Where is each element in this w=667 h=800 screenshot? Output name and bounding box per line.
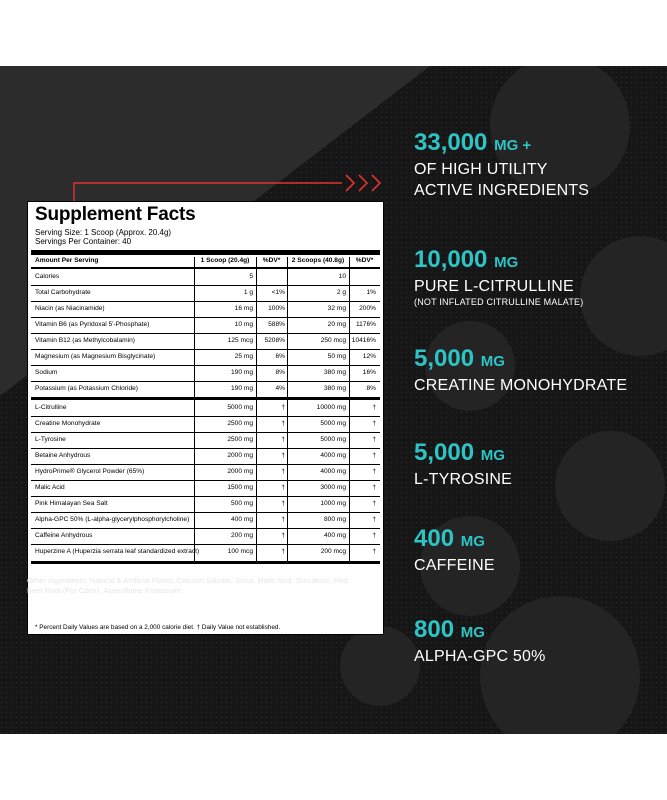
row-name: L-Tyrosine [35,436,66,443]
row-name: Magnesium (as Magnesium Bisglycinate) [35,353,156,360]
column-divider [287,257,288,561]
row-amount-1: 200 mg [231,532,253,539]
row-amount-1: 25 mg [234,353,253,360]
row-amount-1: 1 g [243,289,253,296]
row-dv-2: 1% [366,289,376,296]
row-name: Niacin (as Niacinamide) [35,305,105,312]
row-divider [31,365,380,366]
row-amount-2: 800 mg [324,516,346,523]
row-amount-2: 5000 mg [320,436,346,443]
rule-thick [31,250,380,255]
row-name: Malic Acid [35,484,65,491]
claim-item [414,617,546,667]
row-dv-2: 8% [366,385,376,392]
row-dv-2: † [372,532,376,539]
claim-amount-unit: MG [480,447,505,464]
row-divider [31,528,380,529]
column-divider [194,257,195,561]
row-name: Pink Himalayan Sea Salt [35,500,108,507]
row-amount-1: 16 mg [234,305,253,312]
row-dv-1: † [281,436,285,443]
claim-description: PURE L-CITRULLINE [414,278,574,295]
row-name: Betaine Anhydrous [35,452,91,459]
row-divider [31,381,380,382]
row-amount-2: 200 mcg [320,548,346,555]
row-divider [31,512,380,513]
row-amount-1: 2500 mg [227,420,253,427]
row-dv-1: † [281,532,285,539]
header-col1-dv: %DV* [262,257,281,264]
claim-item [414,526,495,576]
row-dv-1: † [281,548,285,555]
claim-amount-value: 5,000 [414,345,475,372]
row-dv-2: † [372,452,376,459]
row-divider [31,496,380,497]
column-divider [349,257,350,561]
row-dv-2: 200% [359,305,376,312]
row-dv-2: † [372,468,376,475]
claim-amount [414,130,589,159]
facts-footnote: * Percent Daily Values are based on a 2,000 calorie diet. † Daily Value not established. [35,624,281,631]
claim-description-2: ACTIVE INGREDIENTS [414,182,590,199]
row-name: Total Carbohydrate [35,289,91,296]
row-divider [31,349,380,350]
claim-item [414,130,589,201]
row-amount-1: 10 mg [234,321,253,328]
header-col2-dv: %DV* [355,257,374,264]
row-name: L-Citrulline [35,404,67,411]
row-dv-1: 5208% [264,337,285,344]
row-amount-2: 5000 mg [320,420,346,427]
header-col2: 2 Scoops (40.8g) [291,257,345,264]
row-divider [31,301,380,302]
rule-section [31,397,380,400]
row-amount-1: 1500 mg [227,484,253,491]
product-panel [0,66,667,734]
row-amount-2: 380 mg [324,369,346,376]
row-dv-2: 12% [362,353,376,360]
claim-description: OF HIGH UTILITY [414,161,548,178]
row-name: HydroPrime® Glycerol Powder (65%) [35,468,145,475]
row-dv-2: 1176% [355,321,376,328]
row-amount-1: 190 mg [231,369,253,376]
claim-description: L-TYROSINE [414,471,513,488]
row-dv-1: † [281,452,285,459]
other-ingredients: Other Ingredients: Natural & Artificial Flavor, Calcium Silicate, Silica, Malic Acid, Sucralose, Red Beet Root (For Color), Acesulfame Potassium. [27,576,348,595]
claim-note: (NOT INFLATED CITRULLINE MALATE) [414,297,584,307]
claim-item [414,346,627,396]
row-amount-2: 4000 mg [320,468,346,475]
row-amount-1: 2000 mg [227,452,253,459]
row-name: Calories [35,273,60,280]
rule-bottom [31,561,380,564]
claim-amount-value: 5,000 [414,439,475,466]
row-dv-1: † [281,468,285,475]
row-amount-1: 400 mg [231,516,253,523]
row-name: Sodium [35,369,58,376]
claim-description: ALPHA-GPC 50% [414,648,546,665]
column-divider [256,257,257,561]
row-divider [31,333,380,334]
row-dv-2: 16% [362,369,376,376]
row-dv-1: 6% [275,353,285,360]
row-dv-1: <1% [271,289,285,296]
row-amount-2: 1000 mg [320,500,346,507]
serving-size: Serving Size: 1 Scoop (Approx. 20.4g) [35,228,172,237]
row-amount-1: 100 mcg [227,548,253,555]
row-dv-1: 588% [268,321,285,328]
row-amount-1: 500 mg [231,500,253,507]
row-amount-2: 400 mg [324,532,346,539]
row-dv-1: † [281,484,285,491]
header-col1: 1 Scoop (20.4g) [200,257,250,264]
row-dv-1: † [281,420,285,427]
row-dv-2: † [372,404,376,411]
row-divider [31,416,380,417]
row-dv-1: 100% [268,305,285,312]
claim-amount [414,440,512,469]
row-dv-2: † [372,420,376,427]
row-amount-2: 380 mg [324,385,346,392]
row-name: Potassium (as Potassium Chloride) [35,385,138,392]
row-amount-2: 10 [338,273,346,280]
supplement-facts-panel [27,201,384,635]
row-name: Creatine Monohydrate [35,420,101,427]
row-amount-1: 5000 mg [227,404,253,411]
row-name: Huperzine A (Huperzia serrata leaf standardized extract) [35,548,200,555]
servings-per-container: Servings Per Container: 40 [35,237,132,246]
row-dv-2: † [372,500,376,507]
rule-header [31,267,380,269]
claim-amount-value: 800 [414,616,455,643]
row-amount-1: 2000 mg [227,468,253,475]
claim-amount-unit: MG + [494,137,532,154]
row-name: Alpha-GPC 50% (L-alpha-glycerylphosphorylcholine) [35,516,190,523]
row-divider [31,317,380,318]
row-dv-2: † [372,516,376,523]
row-dv-1: 8% [275,369,285,376]
claim-amount-unit: MG [480,353,505,370]
row-amount-1: 5 [249,273,253,280]
facts-title: Supplement Facts [35,204,196,225]
row-dv-2: † [372,548,376,555]
row-amount-2: 4000 mg [320,452,346,459]
row-divider [31,285,380,286]
claim-description: CREATINE MONOHYDRATE [414,377,628,394]
claim-amount [414,247,583,276]
row-amount-2: 250 mcg [320,337,346,344]
claim-description: CAFFEINE [414,557,495,574]
row-amount-1: 190 mg [231,385,253,392]
claim-item [414,440,512,490]
header-amount-per-serving: Amount Per Serving [35,257,99,264]
row-amount-2: 20 mg [327,321,346,328]
row-divider [31,448,380,449]
row-amount-2: 2 g [336,289,346,296]
row-dv-1: † [281,500,285,507]
row-amount-2: 10000 mg [316,404,346,411]
row-divider [31,464,380,465]
claim-item [414,247,583,308]
claim-amount-unit: MG [460,624,485,641]
row-amount-1: 125 mcg [227,337,253,344]
row-dv-1: 4% [275,385,285,392]
row-dv-1: † [281,404,285,411]
claim-amount-unit: MG [494,254,519,271]
row-amount-1: 2500 mg [227,436,253,443]
claim-amount-unit: MG [460,533,485,550]
row-amount-2: 32 mg [327,305,346,312]
row-dv-2: † [372,436,376,443]
row-amount-2: 3000 mg [320,484,346,491]
row-divider [31,544,380,545]
row-name: Caffeine Anhydrous [35,532,93,539]
row-dv-1: † [281,516,285,523]
row-dv-2: † [372,484,376,491]
row-divider [31,432,380,433]
claim-amount-value: 10,000 [414,246,488,273]
claim-amount [414,617,546,646]
claim-amount-value: 33,000 [414,129,488,156]
row-name: Vitamin B6 (as Pyridoxal 5'-Phosphate) [35,321,150,328]
row-divider [31,480,380,481]
row-dv-2: 10416% [351,337,376,344]
claim-amount-value: 400 [414,525,455,552]
row-name: Vitamin B12 (as Methylcobalamin) [35,337,135,344]
claim-amount [414,346,627,375]
claim-amount [414,526,495,555]
row-amount-2: 50 mg [327,353,346,360]
